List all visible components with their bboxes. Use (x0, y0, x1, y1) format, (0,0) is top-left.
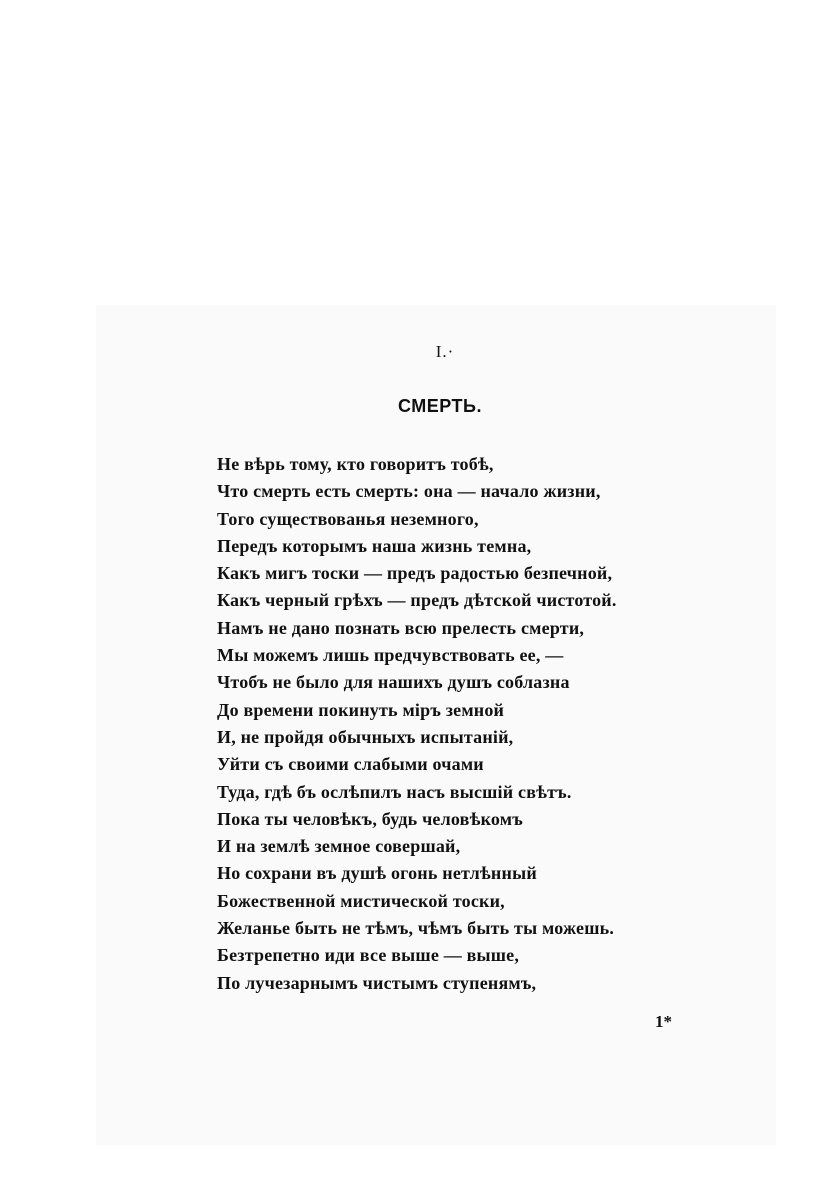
verse-line: И, не пройдя обычныхъ испытаній, (217, 726, 514, 747)
verse-line: Безтрепетно иди все выше — выше, (217, 945, 520, 966)
verse-line: Какъ черный грѣхъ — предъ дѣтской чистотой. (217, 590, 617, 611)
verse-line: Что смерть есть смерть: она — начало жизни, (217, 481, 601, 502)
section-number: I.· (435, 342, 455, 361)
poem-verse (217, 451, 617, 997)
verse-line: Чтобъ не было для нашихъ душъ соблазна (217, 672, 570, 693)
verse-line: Но сохрани въ душѣ огонь нетлѣнный (217, 863, 537, 884)
verse-line: Пока ты человѣкъ, будь человѣкомъ (217, 808, 523, 829)
verse-line: Божественной мистической тоски, (217, 890, 505, 911)
verse-line: Мы можемъ лишь предчувствовать ее, — (217, 645, 564, 666)
verse-line: Передъ которымъ наша жизнь темна, (217, 535, 532, 556)
verse-line: Намъ не дано познать всю прелесть смерти, (217, 617, 585, 638)
verse-line: Уйти съ своими слабыми очами (217, 754, 484, 775)
verse-line: Туда, гдѣ бъ ослѣпилъ насъ высшій свѣтъ. (217, 781, 572, 802)
verse-line: Того существованья неземного, (217, 508, 479, 529)
page-signature-mark: 1* (655, 1012, 672, 1031)
verse-line: Какъ мигъ тоски — предъ радостью безпечной, (217, 563, 613, 584)
verse-line: Желанье быть не тѣмъ, чѣмъ быть ты можешь. (217, 918, 615, 939)
verse-line: До времени покинуть міръ земной (217, 699, 505, 720)
verse-line: Не вѣрь тому, кто говоритъ тобѣ, (217, 454, 494, 474)
poem-title: СМЕРТЬ. (398, 396, 482, 416)
verse-line: По лучезарнымъ чистымъ ступенямъ, (217, 972, 537, 993)
verse-line: И на землѣ земное совершай, (217, 836, 461, 857)
